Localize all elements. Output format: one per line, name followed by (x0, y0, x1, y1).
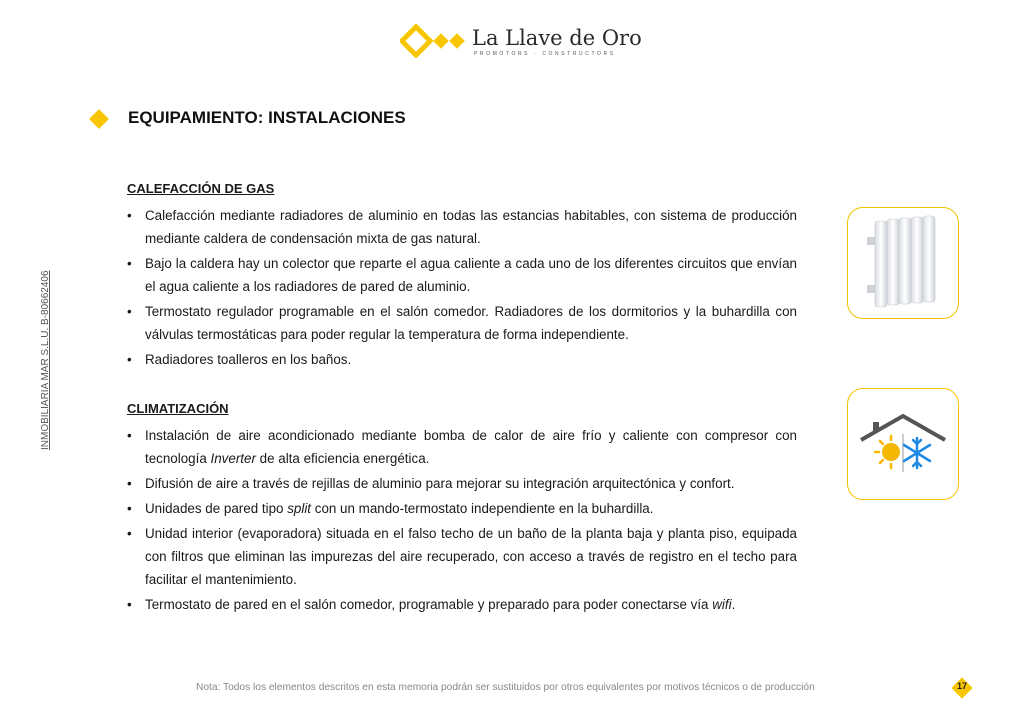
list-item: • Difusión de aire a través de rejillas de aluminio para mejorar su integración arquitectónica y confort. (127, 472, 797, 495)
brand-tagline: PROMOTORS · CONSTRUCTORS (474, 51, 616, 57)
heating-list (127, 204, 797, 371)
list-item: • Instalación de aire acondicionado mediante bomba de calor de aire frío y caliente con compresor con tecnología Inverter de alta eficiencia energética. (127, 424, 797, 470)
heating-section (127, 177, 797, 373)
climate-heading: CLIMATIZACIÓN (127, 401, 229, 416)
page-title: EQUIPAMIENTO: INSTALACIONES (128, 108, 406, 127)
list-item: • Termostato de pared en el salón comedor, programable y preparado para poder conectarse vía wifi. (127, 593, 797, 616)
list-item: • Unidades de pared tipo split con un mando-termostato independiente en la buhardilla. (127, 497, 797, 520)
heat-cool-house-icon (855, 412, 951, 476)
footnote: Nota: Todos los elementos descritos en esta memoria podrán ser sustituidos por otros equivalentes por motivos técnicos o de producción (196, 682, 815, 693)
heating-heading: CALEFACCIÓN DE GAS (127, 181, 275, 196)
climate-list (127, 424, 797, 616)
radiator-image (863, 215, 943, 311)
list-item: • Termostato regulador programable en el salón comedor. Radiadores de los dormitorios y la buhardilla con válvulas termostáticas para poder regular la temperatura de forma independiente. (127, 300, 797, 346)
page-number-badge (951, 677, 973, 699)
list-item: • Bajo la caldera hay un colector que reparte el agua caliente a cada uno de los diferentes circuitos que envían el agua caliente a los radiadores de pared de aluminio. (127, 252, 797, 298)
list-item: • Calefacción mediante radiadores de aluminio en todas las estancias habitables, con sistema de producción mediante caldera de condensación mixta de gas natural. (127, 204, 797, 250)
logo-diamonds-icon (400, 24, 470, 58)
climate-icon-frame (847, 388, 959, 500)
title-diamond-icon (88, 108, 110, 130)
climate-section (127, 397, 797, 618)
page-number: 17 (956, 681, 967, 691)
list-item: • Radiadores toalleros en los baños. (127, 348, 797, 371)
list-item: • Unidad interior (evaporadora) situada en el falso techo de un baño de la planta baja y planta piso, equipada con filtros que eliminan las impurezas del aire recuperado, con acceso a través de registro en el techo para facilitar el mantenimiento. (127, 522, 797, 591)
radiator-image-frame (847, 207, 959, 319)
brand-name: La Llave de Oro (472, 26, 642, 50)
brand-logo (400, 22, 642, 62)
company-registration: INMOBILIARIA MAR S.L.U. B-80662406 (40, 270, 51, 450)
